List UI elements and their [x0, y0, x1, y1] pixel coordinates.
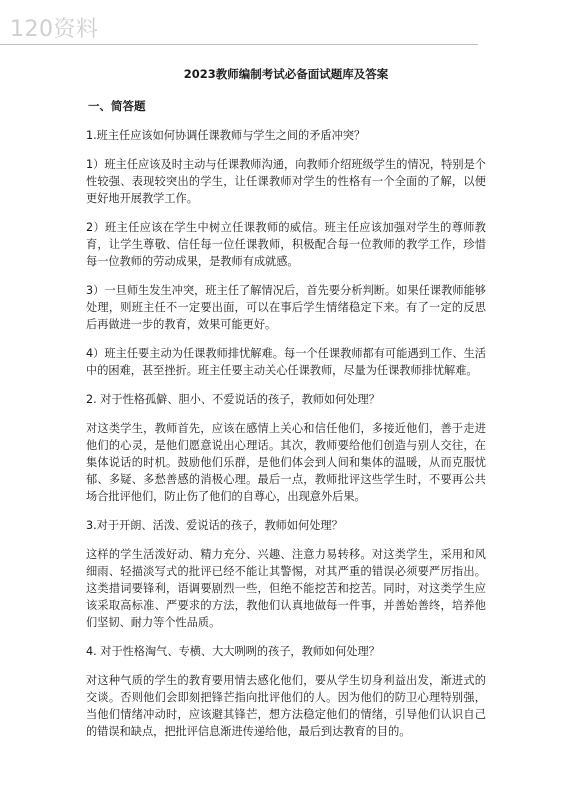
header-divider — [0, 44, 478, 45]
question-4: 4. 对于性格淘气、专横、大大咧咧的孩子，教师如何处理？ — [86, 645, 380, 658]
document-title: 2023教师编制考试必备面试题库及答案 — [183, 67, 389, 81]
answer-4: 对这种气质的学生的教育要用情去感化他们，要从学生切身利益出发，渐进式的交谈。否则他们会即刻把锋芒指向批评他们的人。因为他们的防卫心理特别强，当他们情绪冲动时，应该避其锋芒，想方法稳定他们的情绪，引导他们认识自己的错误和缺点，把批评信息渐进传递给他，最后到达教育的目的。 — [86, 674, 486, 738]
document-body — [86, 66, 486, 752]
answer-1-point-4: 4）班主任要主动为任课教师排忧解难。每一个任课教师都有可能遇到工作、生活中的困难，甚至挫折。班主任要主动关心任课教师，尽量为任课教师排忧解难。 — [86, 347, 486, 377]
section-heading: 一、简答题 — [88, 99, 146, 113]
question-3: 3.对于开朗、活泼、爱说话的孩子，教师如何处理？ — [86, 519, 343, 532]
answer-1-point-2: 2）班主任应该在学生中树立任课教师的威信。班主任应该加强对学生的尊师教育，让学生尊敬、信任每一位任课教师，积极配合每一位教师的教学工作，珍惜每一位教师的劳动成果，是教师有成就感。 — [86, 221, 486, 268]
answer-2: 对这类学生，教师首先，应该在感情上关心和信任他们，多接近他们，善于走进他们的心灵，是他们愿意说出心理话。其次，教师要给他们创造与别人交往，在集体说话的时机。鼓励他们乐群，是他们体会到人间和集体的温暖，从而克服忧郁、多疑、多愁善感的消极心理。最后一点，教师批评这些学生时，不要再公共场合批评他们，防止伤了他们的自尊心，出现意外后果。 — [86, 422, 486, 503]
answer-1-point-1: 1）班主任应该及时主动与任课教师沟通，向教师介绍班级学生的情况，特别是个性较强、表现较突出的学生，让任课教师对学生的性格有一个全面的了解，以便更好地开展教学工作。 — [86, 158, 486, 205]
answer-3: 这样的学生活泼好动、精力充分、兴趣、注意力易转移。对这类学生，采用和风细雨、轻描淡写式的批评已经不能让其警惕，对其严重的错误必须要严厉指出。这类措词要锋利，语调要剧烈一些，但绝不能挖苦和挖苦。同时，对这类学生应该采取高标准、严要求的方法，教他们认真地做每一件事，并善始善终，培养他们坚韧、耐力等个性品质。 — [86, 548, 486, 629]
question-2: 2. 对于性格孤僻、胆小、不爱说话的孩子，教师如何处理？ — [86, 393, 380, 406]
answer-1-point-3: 3）一旦师生发生冲突，班主任了解情况后，首先要分析判断。如果任课教师能够处理，则班主任不一定要出面，可以在事后学生情绪稳定下来。有了一定的反思后再做进一步的教育，效果可能更好。 — [86, 284, 486, 331]
question-1: 1.班主任应该如何协调任课教师与学生之间的矛盾冲突？ — [86, 129, 366, 142]
watermark-logo: 120资料 — [10, 17, 99, 42]
